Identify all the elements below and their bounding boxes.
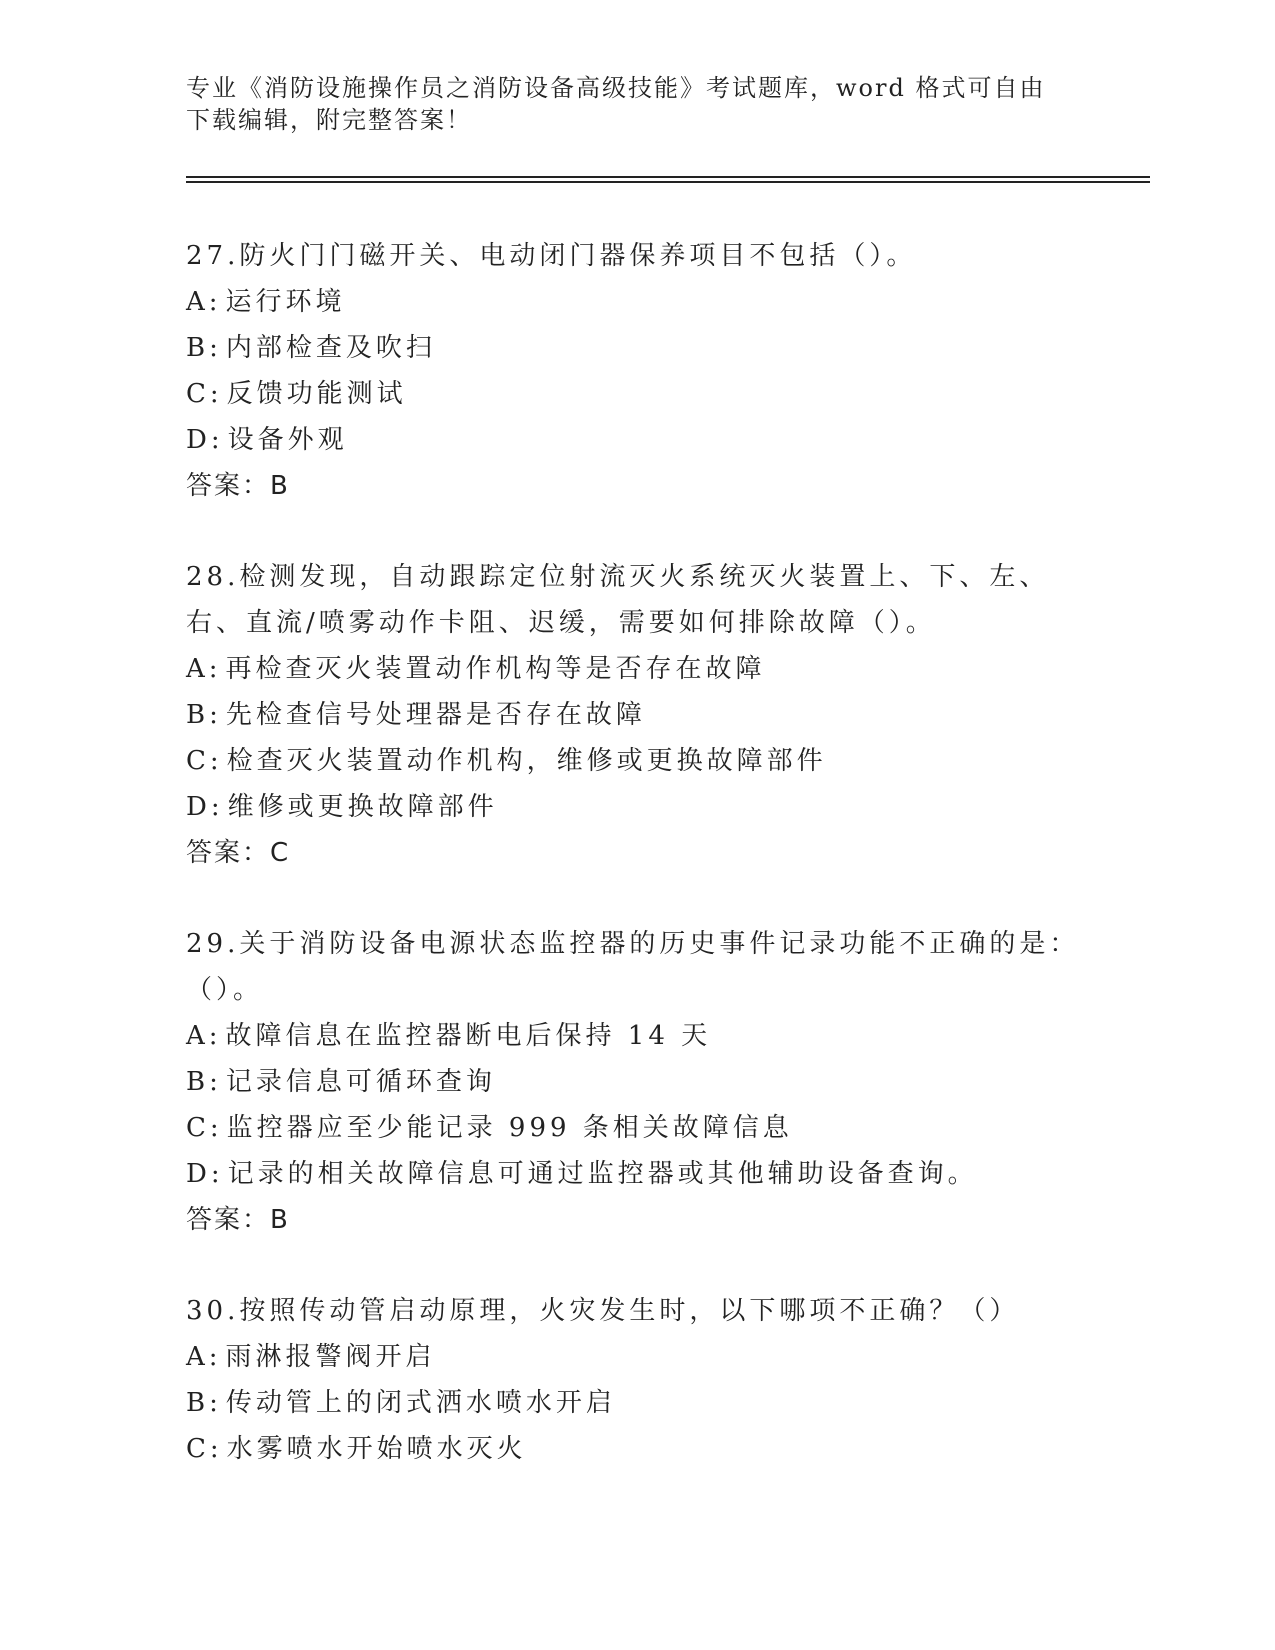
- option-text: 检查灭火装置动作机构，维修或更换故障部件: [226, 746, 827, 776]
- option-label: B:: [186, 1067, 222, 1097]
- option-a: [186, 1013, 1086, 1059]
- option-text: 先检查信号处理器是否存在故障: [225, 700, 646, 730]
- question-28: [186, 554, 1086, 876]
- option-b: [186, 1059, 1086, 1105]
- question-stem: 30.按照传动管启动原理，火灾发生时，以下哪项不正确？（）: [186, 1296, 1020, 1326]
- option-text: 故障信息在监控器断电后保持 14 天: [225, 1021, 712, 1051]
- option-label: A:: [186, 287, 222, 317]
- option-b: [186, 1380, 1086, 1426]
- option-text: 再检查灭火装置动作机构等是否存在故障: [225, 654, 766, 684]
- option-label: D:: [186, 1159, 224, 1189]
- question-27: [186, 233, 1086, 509]
- option-a: [186, 1334, 1086, 1380]
- option-a: [186, 279, 1086, 325]
- question-29: [186, 921, 1086, 1243]
- document-header: 专业《消防设施操作员之消防设备高级技能》考试题库，word 格式可自由下载编辑，附完整答案！: [186, 74, 1046, 134]
- header-divider-top: [186, 176, 1150, 178]
- question-stem: 28.检测发现，自动跟踪定位射流灭火系统灭火装置上、下、左、右、直流/喷雾动作卡阻、迟缓，需要如何排除故障（）。: [186, 562, 1050, 638]
- option-text: 记录信息可循环查询: [225, 1067, 496, 1097]
- option-label: C:: [186, 1113, 223, 1143]
- option-label: C:: [186, 379, 223, 409]
- answer-line: 答案：C: [186, 838, 291, 868]
- option-b: [186, 325, 1086, 371]
- option-a: [186, 646, 1086, 692]
- option-label: C:: [186, 1434, 223, 1464]
- question-stem: 27.防火门门磁开关、电动闭门器保养项目不包括（）。: [186, 241, 917, 271]
- option-text: 雨淋报警阀开启: [225, 1342, 436, 1372]
- option-label: D:: [186, 425, 224, 455]
- option-label: C:: [186, 746, 223, 776]
- option-text: 设备外观: [227, 425, 348, 455]
- option-text: 水雾喷水开始喷水灭火: [226, 1434, 527, 1464]
- option-label: B:: [186, 700, 222, 730]
- option-text: 监控器应至少能记录 999 条相关故障信息: [226, 1113, 793, 1143]
- option-label: B:: [186, 333, 222, 363]
- option-text: 反馈功能测试: [226, 379, 407, 409]
- answer-line: 答案：B: [186, 471, 290, 501]
- option-c: [186, 1105, 1086, 1151]
- option-label: B:: [186, 1388, 222, 1418]
- option-text: 内部检查及吹扫: [225, 333, 436, 363]
- option-c: [186, 738, 1086, 784]
- answer-line: 答案：B: [186, 1205, 290, 1235]
- option-text: 运行环境: [225, 287, 346, 317]
- option-text: 记录的相关故障信息可通过监控器或其他辅助设备查询。: [227, 1159, 978, 1189]
- option-label: D:: [186, 792, 224, 822]
- option-label: A:: [186, 1342, 222, 1372]
- option-d: [186, 784, 1086, 830]
- question-stem: 29.关于消防设备电源状态监控器的历史事件记录功能不正确的是：（）。: [186, 929, 1080, 1005]
- option-text: 维修或更换故障部件: [227, 792, 498, 822]
- option-text: 传动管上的闭式洒水喷水开启: [225, 1388, 616, 1418]
- option-d: [186, 1151, 1086, 1197]
- question-30: [186, 1288, 1086, 1472]
- option-label: A:: [186, 1021, 222, 1051]
- option-c: [186, 1426, 1086, 1472]
- option-label: A:: [186, 654, 222, 684]
- option-d: [186, 417, 1086, 463]
- header-divider-bottom: [186, 181, 1150, 183]
- option-b: [186, 692, 1086, 738]
- question-list: [186, 233, 1086, 1517]
- option-c: [186, 371, 1086, 417]
